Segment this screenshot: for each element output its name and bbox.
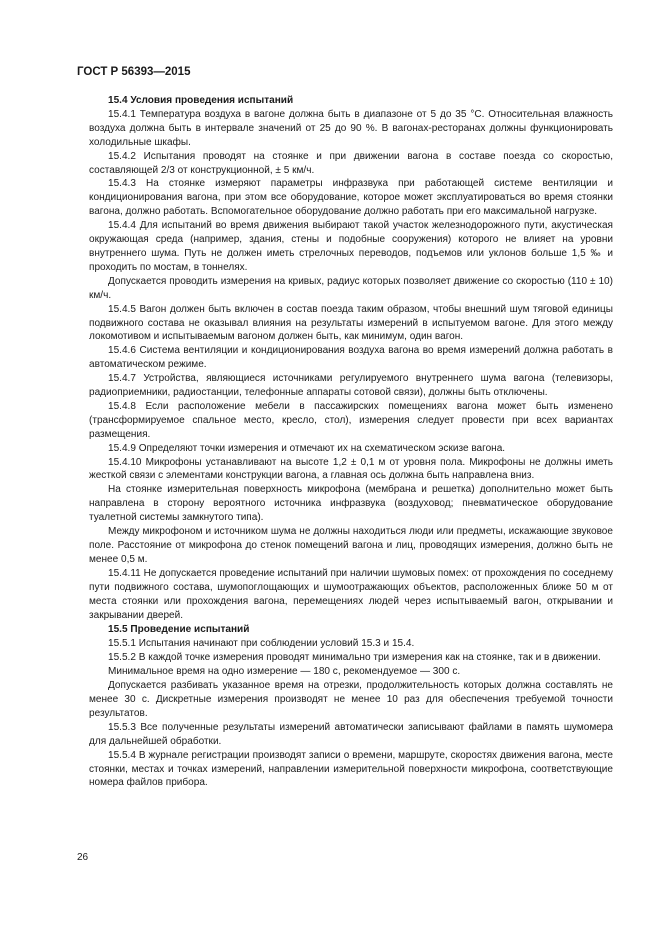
paragraph-microphone-direction: На стоянке измерительная поверхность микрофона (мембрана и решетка) дополнительно может быть направлена в сторону вероятного источника инфразвука (воздуховод; пневматическое оборудование туалетной системы замкнутого типа). — [89, 484, 613, 524]
document-body — [89, 94, 613, 790]
document-header: ГОСТ Р 56393—2015 — [77, 66, 191, 78]
paragraph-sound-field: Между микрофоном и источником шума не должны находиться люди или предметы, искажающие звуковое поле. Расстояние от микрофона до стенок помещений вагона и лиц, проводящих измерения, должно быть не менее 0,5 м. — [89, 526, 613, 565]
paragraph-min-time: Минимальное время на одно измерение — 180 с, рекомендуемое — 300 с. — [108, 666, 461, 678]
paragraph-15-5-3: 15.5.3 Все полученные результаты измерений автоматически записывают файлами в память шумомера для дальнейшей обработки. — [89, 721, 613, 747]
paragraph-segments: Допускается разбивать указанное время на отрезки, продолжительность которых должна составлять не менее 30 с. Дискретные измерения производят не менее 10 раз для обеспечения требуемой точности результатов. — [89, 680, 613, 719]
section-heading-15-4: 15.4 Условия проведения испытаний — [108, 95, 294, 106]
paragraph-15-4-11: 15.4.11 Не допускается проведение испытаний при наличии шумовых помех: от прохождения по соседнему пути подвижного состава, шумопоглощающих и шумоотражающих объектов, расположенных ближе 50 м от места стоянки или прохождения вагона, перемещениях людей через испытываемый вагон, открывании и закрывании дверей. — [89, 567, 613, 621]
paragraph-15-4-10: 15.4.10 Микрофоны устанавливают на высоте 1,2 ± 0,1 м от уровня пола. Микрофоны не должны иметь жесткой связи с элементами конструкции вагона, а главная ось должна быть направлена вниз. — [89, 456, 613, 482]
paragraph-15-4-6: 15.4.6 Система вентиляции и кондиционирования воздуха вагона во время измерений должна работать в автоматическом режиме. — [89, 345, 613, 371]
paragraph-15-4-9: 15.4.9 Определяют точки измерения и отмечают их на схематическом эскизе вагона. — [108, 442, 506, 454]
paragraph-15-5-4: 15.5.4 В журнале регистрации производят записи о времени, маршруте, скоростях движения вагона, месте стоянки, местах и точках измерений, направлении измерительной поверхности микрофона, соответствующие номера файлов прибора. — [89, 749, 613, 789]
paragraph-15-4-5: 15.4.5 Вагон должен быть включен в состав поезда таким образом, чтобы внешний шум тяговой единицы подвижного состава не оказывал влияния на результаты измерений в испытуемом вагоне. Для этого между локомотивом и испытываемым вагоном должен быть, как минимум, один вагон. — [89, 303, 613, 343]
paragraph-15-5-2: 15.5.2 В каждой точке измерения проводят минимально три измерения как на стоянке, так и в движении. — [108, 652, 601, 664]
paragraph-15-4-4: 15.4.4 Для испытаний во время движения выбирают такой участок железнодорожного пути, акустическая окружающая среда (например, здания, стены и подобные сооружения) которого не влияет на уровни внутреннего шума. Путь не должен иметь стрелочных переводов, подъемов или уклонов больше 1,5 ‰ и проходить по мостам, в тоннелях. — [89, 220, 613, 273]
paragraph-15-5-1: 15.5.1 Испытания начинают при соблюдении условий 15.3 и 15.4. — [108, 638, 415, 650]
paragraph-15-4-2: 15.4.2 Испытания проводят на стоянке и при движении вагона в составе поезда со скоростью, составляющей 2/3 от конструкционной, ± 5 км/ч. — [89, 150, 613, 176]
paragraph-15-4-3: 15.4.3 На стоянке измеряют параметры инфразвука при работающей системе вентиляции и кондиционирования вагона, при этом все оборудование, которое может эксплуатироваться во время стоянки вагона, должно работать. Вспомогательное оборудование должно работать при его максимальной нагрузке. — [89, 178, 613, 218]
page-number: 26 — [77, 852, 89, 863]
section-heading-15-5: 15.5 Проведение испытаний — [108, 624, 250, 636]
paragraph-15-4-7: 15.4.7 Устройства, являющиеся источниками регулируемого внутреннего шума вагона (телевизоры, радиоприемники, радиостанции, телефонные аппараты сотовой связи), должны быть отключены. — [89, 373, 613, 399]
paragraph-15-4-1: 15.4.1 Температура воздуха в вагоне должна быть в диапазоне от 5 до 35 °С. Относительная влажность воздуха должна быть в интервале значений от 25 до 90 %. В вагонах-ресторанах должны функционировать холодильные шкафы. — [89, 108, 613, 148]
paragraph-15-4-8: 15.4.8 Если расположение мебели в пассажирских помещениях вагона может быть изменено (трансформируемое спальное место, кресло, стол), измерения следует провести при всех вариантах размещения. — [89, 400, 613, 440]
paragraph-curves: Допускается проводить измерения на кривых, радиус которых позволяет движение со скоростью (110 ± 10) км/ч. — [89, 275, 613, 301]
